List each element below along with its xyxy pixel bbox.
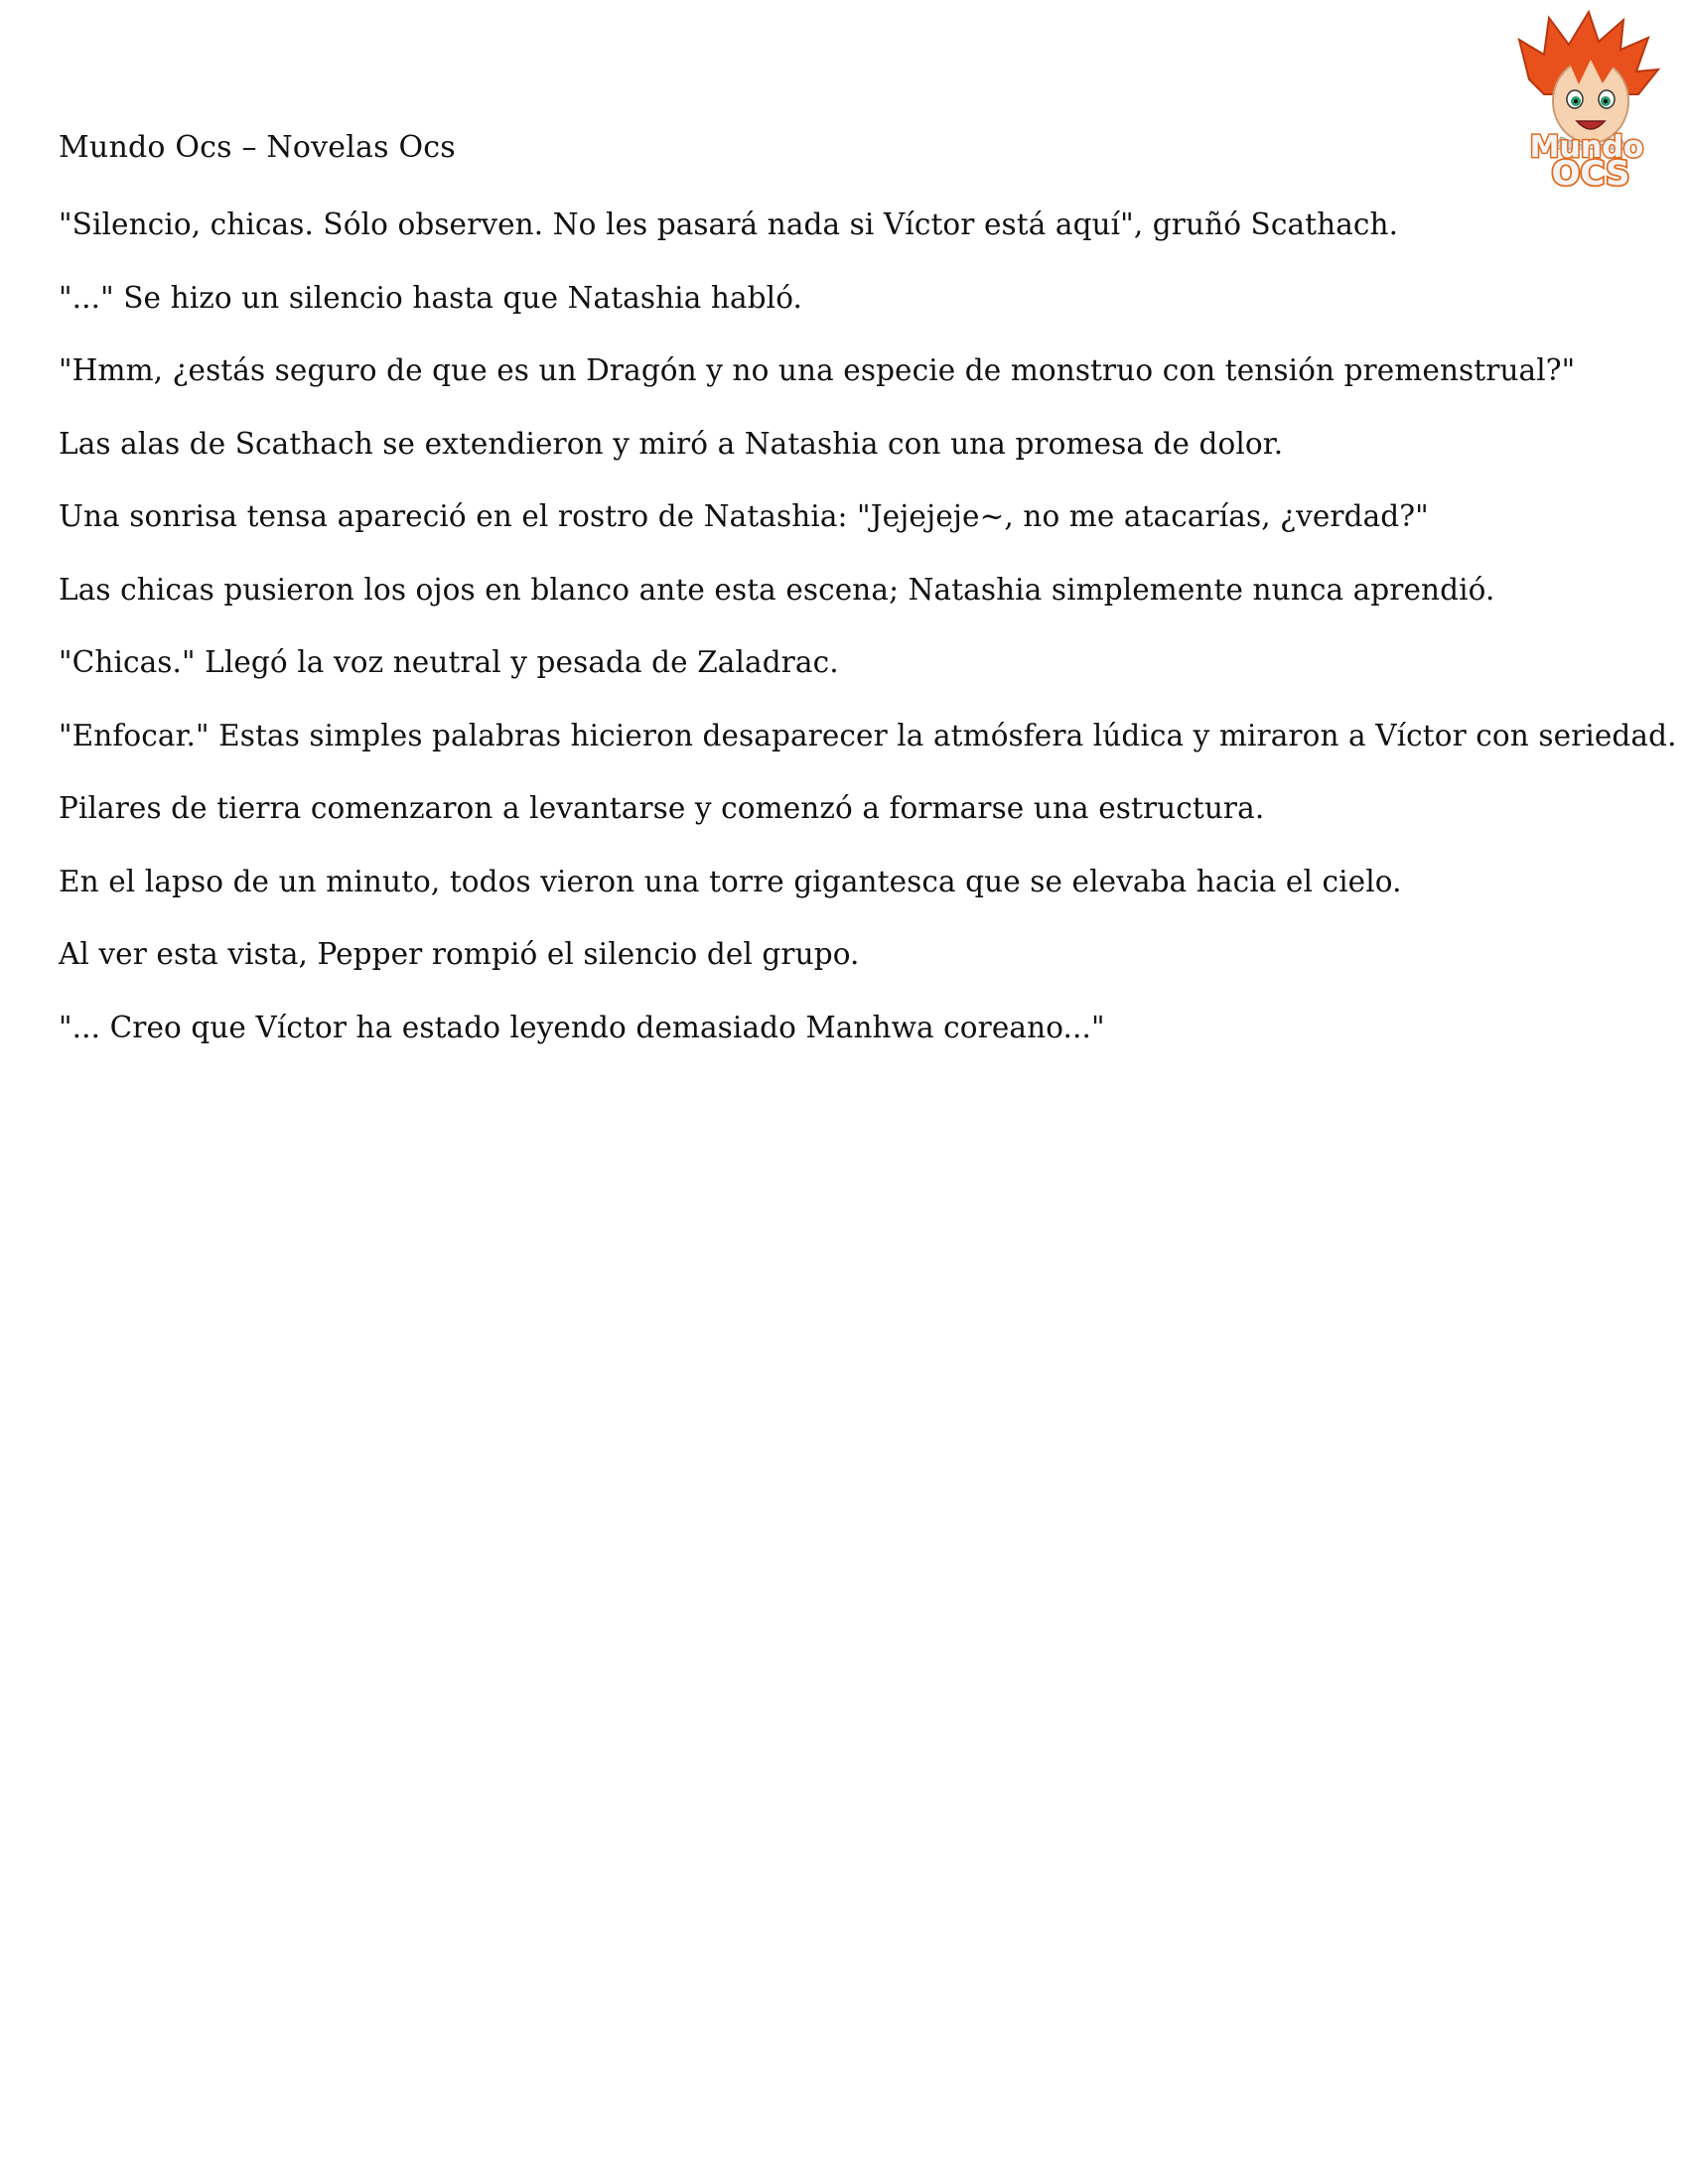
paragraph: Las alas de Scathach se extendieron y miró a Natashia con una promesa de dolor. — [59, 426, 1284, 461]
paragraph: "Hmm, ¿estás seguro de que es un Dragón y no una especie de monstruo con tensión premenstrual?" — [59, 353, 1576, 387]
paragraph: Al ver esta vista, Pepper rompió el silencio del grupo. — [59, 937, 860, 971]
paragraph: "Chicas." Llegó la voz neutral y pesada de Zaladrac. — [59, 645, 839, 679]
paragraph: "... Creo que Víctor ha estado leyendo demasiado Manhwa coreano..." — [59, 1010, 1105, 1044]
paragraph: Pilares de tierra comenzaron a levantarse y comenzó a formarse una estructura. — [59, 791, 1265, 825]
svg-text:Mundo: Mundo — [1529, 130, 1644, 165]
document-body — [59, 203, 1677, 1078]
paragraph: "Silencio, chicas. Sólo observen. No les pasará nada si Víctor está aquí", gruñó Scathach. — [59, 207, 1399, 241]
mascot-logo-icon — [1499, 10, 1673, 189]
site-header-title: Mundo Ocs – Novelas Ocs — [59, 130, 456, 165]
paragraph: En el lapso de un minuto, todos vieron una torre gigantesca que se elevaba hacia el cielo. — [59, 864, 1402, 898]
paragraph: Una sonrisa tensa apareció en el rostro de Natashia: "Jejejeje~, no me atacarías, ¿verdad?" — [59, 499, 1429, 533]
svg-text:OCS: OCS — [1551, 154, 1630, 189]
paragraph: "Enfocar." Estas simples palabras hicieron desaparecer la atmósfera lúdica y miraron a Víctor con seriedad. — [59, 718, 1677, 752]
paragraph: Las chicas pusieron los ojos en blanco ante esta escena; Natashia simplemente nunca aprendió. — [59, 572, 1495, 607]
paragraph: "..." Se hizo un silencio hasta que Natashia habló. — [59, 280, 803, 315]
